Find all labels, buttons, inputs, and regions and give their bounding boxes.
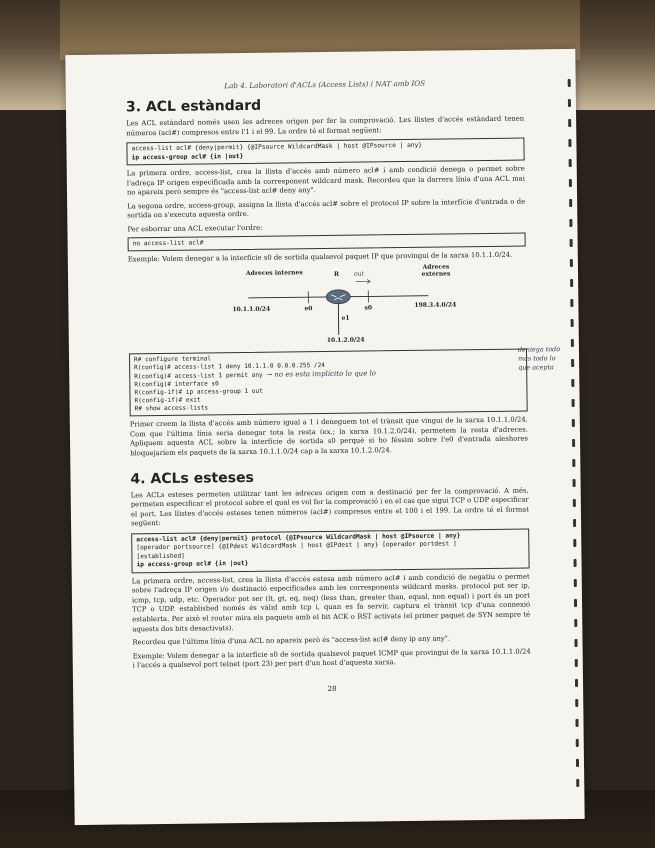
page-content bbox=[125, 78, 561, 696]
document-page bbox=[65, 49, 584, 825]
section-3-para-3: La segona ordre, access-group, assigna la llista d'accés acl# sobre el protocol IP sobre la interfície d'entrada o de sortida on s'executa aquesta ordre. bbox=[127, 197, 526, 220]
network-diagram bbox=[128, 264, 527, 347]
config-line: R(config-if)# ip access-group 1 out bbox=[134, 387, 263, 397]
section-4-intro: Les ACLs esteses permeten utilitzar tant les adreces origen com a destinació per fer la comprovació. A més, permeten especificar el protocol sobre el qual es vol fer la comprovació i en el cas que sigui TCP o UDP especificar el port. Les llistes d'accés esteses tenen números (acl#) compresos entre el 100 i el 199. La ordre té el format següent: bbox=[130, 486, 529, 528]
standard-acl-syntax bbox=[126, 138, 524, 166]
router-icon bbox=[326, 289, 350, 303]
config-line: R(config-if)# exit bbox=[134, 396, 201, 405]
syntax-line: [operador portsource] {@IPdest WildcardMask | host @IPdest | any} [operador portdest ] bbox=[136, 540, 457, 552]
config-line: R# show access-lists bbox=[134, 404, 209, 413]
config-line: R(config)# access-list 1 permit any → no es esta implícito lo que lo bbox=[134, 369, 377, 381]
section-4-example: Exemple: Volem denegar a la interfície s0 de sortida qualsevol paquet ICMP que provingui de la xarxa 10.1.1.0/24 i l'accés a qualsevol port telnet (port 23) per part d'un host d'aquesta xarxa. bbox=[132, 647, 531, 670]
network-right-label: 198.3.4.0/24 bbox=[414, 300, 457, 309]
syntax-line: access-list acl# {deny|permit} {@IPsource WildcardMask | host @IPsource | any} bbox=[131, 141, 423, 153]
handwritten-note: → no es esta implícito lo que lo bbox=[266, 369, 377, 379]
section-3-para-4: Per esborrar una ACL executar l'ordre: bbox=[127, 223, 263, 234]
interface-e0-label: e0 bbox=[304, 304, 313, 312]
syntax-line: access-list acl# {deny|permit} protocol {@IPsource WildcardMask | host @IPsource | any} bbox=[136, 532, 461, 544]
internal-addresses-label: Adreces internes bbox=[245, 268, 303, 277]
syntax-line: ip access-group acl# {in |out} bbox=[131, 152, 244, 161]
section-3-para-2: La primera ordre, access-list, crea la llista d'accés amb número acl# i amb condició denega o permet sobre l'adreça IP origen especificada amb la corresponent wildcard mask. Recordeu que la darrera línia d'una ACL mai no apareix però sempre és "access-list acl# deny any". bbox=[126, 164, 525, 197]
network-diagram-lines bbox=[128, 264, 527, 347]
extended-acl-syntax bbox=[131, 528, 529, 572]
config-line: R(config)# access-list 1 deny 10.1.1.0 0.0.0.255 /24 bbox=[134, 361, 325, 371]
section-3-intro: Les ACL estàndard només usen les adreces origen per fer la comprovació. Les llistes d'accés estàndard tenen números (acl#) compresos entre l'1 i el 99. La ordre té el format següent: bbox=[126, 114, 525, 137]
external-addresses-label: Adreces externes bbox=[421, 263, 451, 278]
section-4-para-3: Recordeu que l'última línia d'una ACL no apareix però és "access-list acl# deny ip any any". bbox=[132, 634, 451, 647]
section-4-para-2: La primera ordre, access-list, crea la llista d'accés estesa amb número acl# i amb condició de negatiu o permet sobre l'adreça IP origen i/o destinació especificades amb les corresponents wildcard masks. protocol pot ser ip, icmp, tcp, udp, etc. Operador pot ser (lt, gt, eq, neq) (less than, greater than, equal, non equal) i port és un port TCP o UDP. established només és vàlid amb tcp i, quan es fa servir, captura el trànsit tcp d'una connexió establerta. Per això el router mira els paquets amb el bit ACK o RST activats (el primer paquet de SYN sempre té aquests dos bits desactivats). bbox=[131, 572, 531, 633]
config-line: R# configure terminal bbox=[133, 354, 212, 363]
router-config-block bbox=[129, 344, 561, 417]
syntax-line: [established] bbox=[136, 552, 185, 561]
section-4-title: 4. ACLs esteses bbox=[130, 469, 254, 487]
page-number: 28 bbox=[327, 684, 337, 693]
section-3-para-5: Primer creem la llista d'accés amb número igual a 1 i deneguem tot el trànsit que vingui de la xarxa 10.1.1.0/24. Com que l'última línia seria denegar tota la resta (ex.; la xarxa 10.1.2.0/24), permetem la resta d'adreces. Apliquem aquesta ACL sobre la interfície de sortida s0 perquè si ho féssim sobre l'e0 d'entrada aleshores bloquejaríem els paquets de la xarxa 10.1.1.0/24 cap a la xarxa 10.1.2.0/24. bbox=[129, 415, 529, 458]
syntax-line: ip access-group acl# {in |out} bbox=[136, 560, 249, 569]
interface-s0-label: s0 bbox=[364, 303, 373, 312]
handwritten-margin-note: deniega todo más todo lo que acepta bbox=[517, 344, 561, 372]
interface-e1-label: e1 bbox=[341, 314, 350, 322]
router-label: R bbox=[333, 270, 340, 278]
erase-acl-command: no access-list acl# bbox=[128, 232, 526, 251]
section-3-title: 3. ACL estàndard bbox=[125, 97, 262, 116]
network-left-label: 10.1.1.0/24 bbox=[232, 305, 271, 313]
config-line: R(config)# interface s0 bbox=[134, 380, 219, 389]
network-bottom-label: 10.1.2.0/24 bbox=[326, 336, 365, 344]
binder-holes bbox=[568, 79, 583, 799]
section-3-example: Exemple: Volem denegar a la interfície s0 de sortida qualsevol paquet IP que provingui de la xarxa 10.1.1.0/24. bbox=[127, 250, 513, 264]
handwritten-out-note: out bbox=[353, 270, 364, 278]
running-header: Lab 4. Laboratori d'ACLs (Access Lists) i NAT amb IOS bbox=[224, 78, 426, 91]
